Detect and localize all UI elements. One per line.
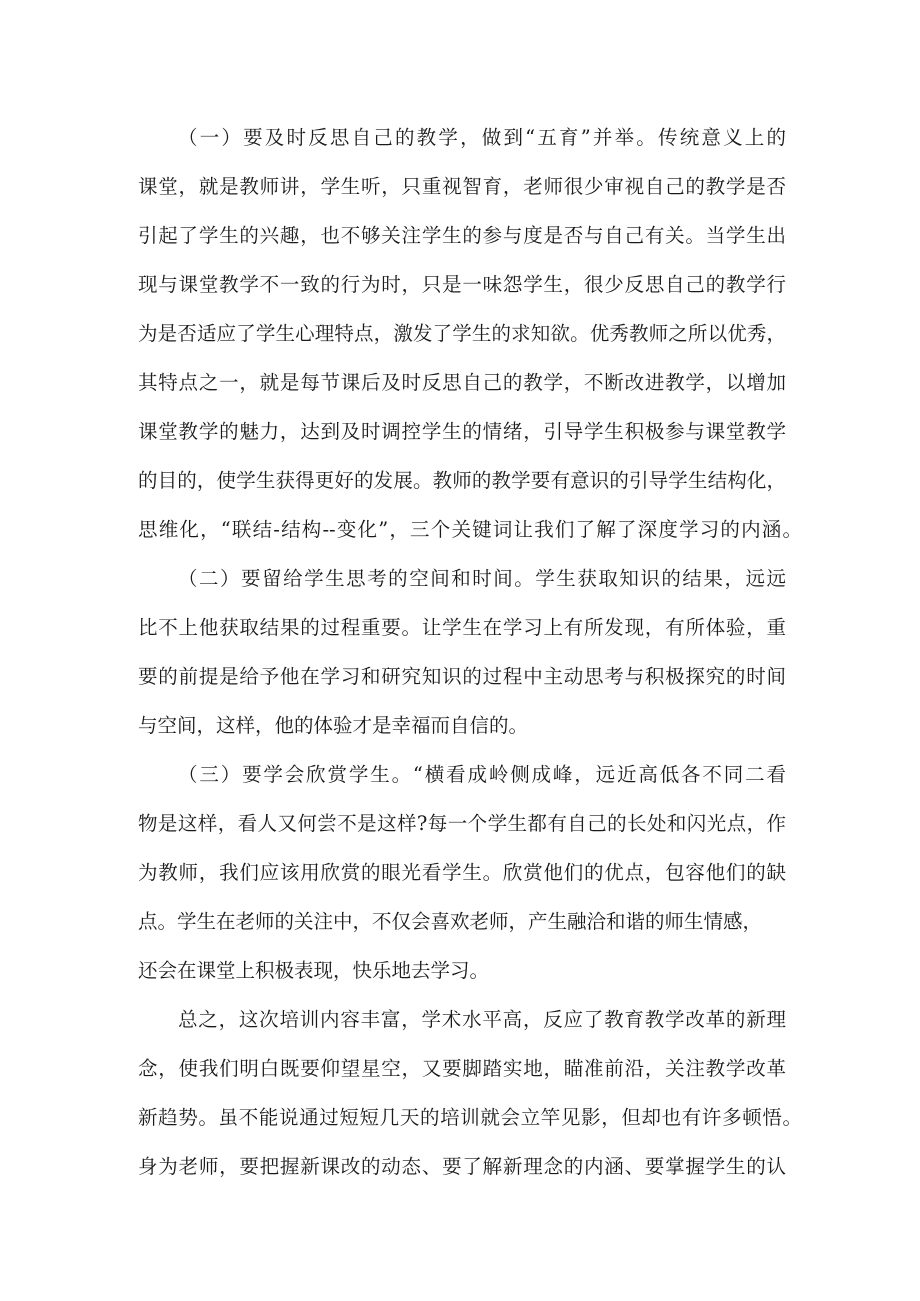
text-line: 物是这样，看人又何尝不是这样?每一个学生都有自己的长处和闪光点，作 [138, 812, 786, 835]
text-line: 课堂教学的魅力，达到及时调控学生的情绪，引导学生积极参与课堂教学 [138, 420, 786, 443]
text-line: 总之，这次培训内容丰富，学术水平高，反应了教育教学改革的新理 [178, 1008, 786, 1031]
text-line: 思维化，“联结-结构--变化”，三个关键词让我们了解了深度学习的内涵。 [138, 518, 802, 541]
text-line: 现与课堂教学不一致的行为时，只是一味怨学生，很少反思自己的教学行 [138, 273, 786, 296]
text-line: 引起了学生的兴趣，也不够关注学生的参与度是否与自己有关。当学生出 [138, 224, 786, 247]
text-line: 与空间，这样，他的体验才是幸福而自信的。 [138, 714, 529, 737]
text-line: 要的前提是给予他在学习和研究知识的过程中主动思考与积极探究的时间 [138, 665, 786, 688]
text-line: 新趋势。虽不能说通过短短几天的培训就会立竿见影，但却也有许多顿悟。 [138, 1106, 802, 1129]
text-line: 其特点之一，就是每节课后及时反思自己的教学，不断改进教学，以增加 [138, 371, 786, 394]
text-line: 的目的，使学生获得更好的发展。教师的教学要有意识的引导学生结构化， [138, 469, 786, 492]
text-line: 课堂，就是教师讲，学生听，只重视智育，老师很少审视自己的教学是否 [138, 175, 786, 198]
text-line: （三）要学会欣赏学生。“横看成岭侧成峰，远近高低各不同二看 [178, 763, 786, 786]
text-line: 身为老师，要把握新课改的动态、要了解新理念的内涵、要掌握学生的认 [138, 1155, 786, 1178]
text-line: （二）要留给学生思考的空间和时间。学生获取知识的结果，远远 [178, 567, 786, 590]
text-line: 还会在课堂上积极表现，快乐地去学习。 [138, 959, 490, 982]
text-line: 为教师，我们应该用欣赏的眼光看学生。欣赏他们的优点，包容他们的缺 [138, 861, 786, 884]
text-line: 念，使我们明白既要仰望星空，又要脚踏实地，瞄准前沿，关注教学改革 [138, 1057, 786, 1080]
text-line: 点。学生在老师的关注中，不仅会喜欢老师，产生融洽和谐的师生情感， [138, 910, 763, 933]
text-line: 比不上他获取结果的过程重要。让学生在学习上有所发现，有所体验，重 [138, 616, 786, 639]
text-line: （一）要及时反思自己的教学，做到“五育”并举。传统意义上的 [178, 126, 786, 149]
text-line: 为是否适应了学生心理特点，激发了学生的求知欲。优秀教师之所以优秀， [138, 322, 786, 345]
